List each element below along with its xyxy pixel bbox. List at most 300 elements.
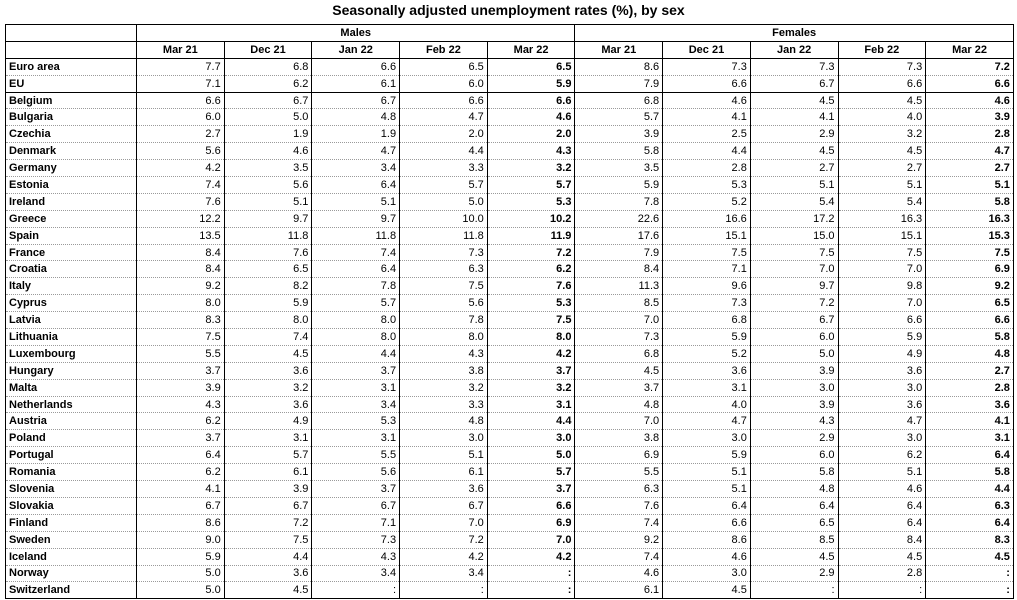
value-cell: 4.6: [487, 109, 575, 126]
value-cell: 6.5: [400, 58, 488, 75]
value-cell: 11.3: [575, 278, 663, 295]
value-cell: :: [838, 582, 926, 599]
value-cell: 5.3: [312, 413, 400, 430]
value-cell: 5.9: [663, 329, 751, 346]
value-cell: 8.4: [575, 261, 663, 278]
value-cell: 6.2: [224, 75, 312, 92]
value-cell: 3.6: [400, 481, 488, 498]
value-cell: 7.3: [575, 329, 663, 346]
value-cell: 2.9: [750, 126, 838, 143]
value-cell: 7.2: [487, 244, 575, 261]
table-row: [6, 497, 1014, 514]
value-cell: 5.5: [575, 464, 663, 481]
value-cell: 3.2: [487, 379, 575, 396]
value-cell: 9.7: [750, 278, 838, 295]
value-cell: 5.7: [575, 109, 663, 126]
value-cell: 5.0: [224, 109, 312, 126]
table-row: [6, 278, 1014, 295]
value-cell: 6.6: [838, 75, 926, 92]
value-cell: 7.5: [750, 244, 838, 261]
value-cell: 2.7: [838, 160, 926, 177]
value-cell: 4.7: [926, 143, 1014, 160]
country-cell: Austria: [6, 413, 137, 430]
value-cell: 5.8: [926, 193, 1014, 210]
value-cell: 6.8: [663, 312, 751, 329]
value-cell: 6.6: [663, 75, 751, 92]
value-cell: 3.2: [838, 126, 926, 143]
value-cell: 5.1: [838, 177, 926, 194]
value-cell: 4.6: [575, 565, 663, 582]
table-row: [6, 244, 1014, 261]
value-cell: 4.0: [838, 109, 926, 126]
value-cell: 3.0: [750, 379, 838, 396]
value-cell: 3.8: [400, 362, 488, 379]
table-row: [6, 210, 1014, 227]
value-cell: 6.4: [926, 514, 1014, 531]
value-cell: 4.2: [137, 160, 225, 177]
value-cell: 3.7: [575, 379, 663, 396]
value-cell: 3.7: [487, 481, 575, 498]
value-cell: 3.2: [400, 379, 488, 396]
table-row: [6, 548, 1014, 565]
value-cell: 4.1: [750, 109, 838, 126]
value-cell: 6.4: [926, 447, 1014, 464]
value-cell: 9.0: [137, 531, 225, 548]
value-cell: 6.0: [400, 75, 488, 92]
table-row: [6, 75, 1014, 92]
column-header-males-3: Feb 22: [400, 41, 488, 58]
value-cell: 8.0: [400, 329, 488, 346]
value-cell: 6.6: [926, 75, 1014, 92]
country-cell: Lithuania: [6, 329, 137, 346]
value-cell: 3.5: [575, 160, 663, 177]
value-cell: 4.6: [838, 481, 926, 498]
table-row: [6, 396, 1014, 413]
value-cell: 4.8: [312, 109, 400, 126]
value-cell: 15.3: [926, 227, 1014, 244]
value-cell: 6.2: [137, 464, 225, 481]
value-cell: 3.7: [312, 481, 400, 498]
table-row: [6, 312, 1014, 329]
value-cell: 7.6: [137, 193, 225, 210]
value-cell: 3.6: [224, 362, 312, 379]
value-cell: 7.3: [663, 295, 751, 312]
value-cell: 17.6: [575, 227, 663, 244]
country-cell: France: [6, 244, 137, 261]
table-row: [6, 329, 1014, 346]
value-cell: 6.0: [750, 329, 838, 346]
value-cell: 4.5: [750, 548, 838, 565]
value-cell: 6.7: [224, 92, 312, 109]
value-cell: 5.8: [926, 329, 1014, 346]
value-cell: :: [487, 565, 575, 582]
value-cell: 7.5: [400, 278, 488, 295]
value-cell: 4.9: [224, 413, 312, 430]
value-cell: 6.4: [750, 497, 838, 514]
table-row: [6, 379, 1014, 396]
table-row: [6, 345, 1014, 362]
value-cell: 9.7: [312, 210, 400, 227]
value-cell: 3.7: [137, 362, 225, 379]
value-cell: 8.3: [137, 312, 225, 329]
value-cell: 8.2: [224, 278, 312, 295]
value-cell: 11.8: [400, 227, 488, 244]
value-cell: 7.8: [575, 193, 663, 210]
value-cell: 8.0: [137, 295, 225, 312]
value-cell: 6.1: [224, 464, 312, 481]
country-cell: Cyprus: [6, 295, 137, 312]
value-cell: 5.7: [487, 464, 575, 481]
value-cell: 5.9: [487, 75, 575, 92]
value-cell: 6.3: [575, 481, 663, 498]
value-cell: 4.5: [750, 92, 838, 109]
value-cell: 7.3: [750, 58, 838, 75]
country-cell: Czechia: [6, 126, 137, 143]
value-cell: 5.6: [312, 464, 400, 481]
value-cell: 6.4: [137, 447, 225, 464]
value-cell: 8.0: [312, 329, 400, 346]
country-cell: Romania: [6, 464, 137, 481]
value-cell: 4.4: [663, 143, 751, 160]
value-cell: 7.0: [575, 312, 663, 329]
country-cell: Greece: [6, 210, 137, 227]
value-cell: 4.5: [224, 345, 312, 362]
column-header-females-1: Dec 21: [663, 41, 751, 58]
value-cell: 3.8: [575, 430, 663, 447]
value-cell: 8.5: [575, 295, 663, 312]
value-cell: 2.7: [926, 362, 1014, 379]
column-header-males-4: Mar 22: [487, 41, 575, 58]
value-cell: 2.9: [750, 565, 838, 582]
country-cell: Luxembourg: [6, 345, 137, 362]
header-corner: [6, 25, 137, 42]
value-cell: 3.9: [926, 109, 1014, 126]
value-cell: 4.5: [575, 362, 663, 379]
value-cell: 5.0: [137, 582, 225, 599]
value-cell: 7.4: [575, 514, 663, 531]
value-cell: 8.0: [224, 312, 312, 329]
value-cell: 3.5: [224, 160, 312, 177]
value-cell: 5.1: [926, 177, 1014, 194]
table-row: [6, 481, 1014, 498]
value-cell: 5.4: [750, 193, 838, 210]
value-cell: 5.6: [224, 177, 312, 194]
value-cell: 7.4: [575, 548, 663, 565]
value-cell: 5.8: [750, 464, 838, 481]
value-cell: 4.7: [312, 143, 400, 160]
table-row: [6, 430, 1014, 447]
unemployment-table: [5, 24, 1014, 599]
value-cell: 5.8: [575, 143, 663, 160]
value-cell: 7.5: [137, 329, 225, 346]
table-row: [6, 295, 1014, 312]
table-row: [6, 227, 1014, 244]
table-row: [6, 413, 1014, 430]
value-cell: 6.1: [575, 582, 663, 599]
value-cell: 12.2: [137, 210, 225, 227]
value-cell: 7.0: [838, 261, 926, 278]
value-cell: 2.8: [838, 565, 926, 582]
value-cell: 3.9: [224, 481, 312, 498]
value-cell: 6.6: [926, 312, 1014, 329]
value-cell: 5.6: [137, 143, 225, 160]
value-cell: 7.3: [838, 58, 926, 75]
value-cell: 6.8: [224, 58, 312, 75]
column-header-females-2: Jan 22: [750, 41, 838, 58]
value-cell: 7.2: [224, 514, 312, 531]
value-cell: 3.0: [663, 430, 751, 447]
value-cell: 3.0: [663, 565, 751, 582]
value-cell: 6.6: [400, 92, 488, 109]
value-cell: 5.2: [663, 193, 751, 210]
value-cell: :: [400, 582, 488, 599]
value-cell: 4.3: [400, 345, 488, 362]
value-cell: 6.8: [575, 92, 663, 109]
value-cell: 6.3: [400, 261, 488, 278]
table-row: [6, 160, 1014, 177]
value-cell: 8.5: [750, 531, 838, 548]
value-cell: 3.4: [312, 160, 400, 177]
value-cell: 6.2: [137, 413, 225, 430]
country-cell: Italy: [6, 278, 137, 295]
value-cell: 3.3: [400, 396, 488, 413]
country-cell: Belgium: [6, 92, 137, 109]
value-cell: 7.5: [663, 244, 751, 261]
value-cell: 6.5: [224, 261, 312, 278]
value-cell: 4.8: [575, 396, 663, 413]
value-cell: 4.3: [487, 143, 575, 160]
value-cell: 6.9: [575, 447, 663, 464]
country-cell: Finland: [6, 514, 137, 531]
value-cell: 6.7: [137, 497, 225, 514]
value-cell: 6.4: [838, 514, 926, 531]
value-cell: 5.2: [663, 345, 751, 362]
value-cell: 5.3: [487, 193, 575, 210]
value-cell: 5.7: [224, 447, 312, 464]
value-cell: 5.1: [838, 464, 926, 481]
value-cell: 1.9: [312, 126, 400, 143]
value-cell: 3.0: [838, 430, 926, 447]
value-cell: 7.4: [312, 244, 400, 261]
value-cell: 5.9: [224, 295, 312, 312]
value-cell: 5.1: [750, 177, 838, 194]
value-cell: 7.5: [838, 244, 926, 261]
value-cell: 16.3: [926, 210, 1014, 227]
value-cell: 2.9: [750, 430, 838, 447]
value-cell: 9.2: [137, 278, 225, 295]
value-cell: 2.7: [926, 160, 1014, 177]
value-cell: 4.5: [663, 582, 751, 599]
value-cell: 7.2: [750, 295, 838, 312]
group-header-females: Females: [575, 25, 1013, 42]
country-cell: Latvia: [6, 312, 137, 329]
value-cell: 4.2: [400, 548, 488, 565]
column-header-females-0: Mar 21: [575, 41, 663, 58]
value-cell: 9.2: [926, 278, 1014, 295]
value-cell: 6.7: [312, 497, 400, 514]
value-cell: 2.7: [750, 160, 838, 177]
table-title: Seasonally adjusted unemployment rates (%), by sex: [332, 2, 685, 18]
value-cell: 7.2: [400, 531, 488, 548]
country-cell: Hungary: [6, 362, 137, 379]
country-cell: Norway: [6, 565, 137, 582]
value-cell: 4.5: [838, 92, 926, 109]
value-cell: 4.2: [487, 345, 575, 362]
value-cell: 2.8: [663, 160, 751, 177]
value-cell: 3.9: [575, 126, 663, 143]
value-cell: :: [487, 582, 575, 599]
value-cell: 3.6: [224, 396, 312, 413]
value-cell: :: [312, 582, 400, 599]
value-cell: 6.4: [312, 261, 400, 278]
value-cell: 6.2: [487, 261, 575, 278]
value-cell: 6.9: [926, 261, 1014, 278]
value-cell: 4.6: [663, 92, 751, 109]
value-cell: 4.8: [400, 413, 488, 430]
value-cell: 7.0: [838, 295, 926, 312]
value-cell: 7.4: [137, 177, 225, 194]
value-cell: 7.0: [487, 531, 575, 548]
value-cell: 6.7: [750, 312, 838, 329]
column-header-males-1: Dec 21: [224, 41, 312, 58]
value-cell: 4.3: [137, 396, 225, 413]
value-cell: 5.9: [663, 447, 751, 464]
value-cell: 4.5: [750, 143, 838, 160]
value-cell: 17.2: [750, 210, 838, 227]
value-cell: 4.7: [838, 413, 926, 430]
table-row: [6, 582, 1014, 599]
value-cell: 5.0: [750, 345, 838, 362]
value-cell: 11.9: [487, 227, 575, 244]
value-cell: 4.8: [926, 345, 1014, 362]
value-cell: 7.6: [487, 278, 575, 295]
value-cell: 15.1: [838, 227, 926, 244]
value-cell: 7.6: [224, 244, 312, 261]
value-cell: 6.4: [663, 497, 751, 514]
value-cell: 5.4: [838, 193, 926, 210]
value-cell: 4.5: [838, 143, 926, 160]
value-cell: 3.6: [926, 396, 1014, 413]
value-cell: 22.6: [575, 210, 663, 227]
country-cell: Poland: [6, 430, 137, 447]
value-cell: 3.6: [663, 362, 751, 379]
value-cell: 4.2: [487, 548, 575, 565]
value-cell: 3.7: [137, 430, 225, 447]
column-header-females-4: Mar 22: [926, 41, 1014, 58]
value-cell: 8.0: [312, 312, 400, 329]
value-cell: 4.7: [400, 109, 488, 126]
value-cell: 5.7: [312, 295, 400, 312]
value-cell: 3.6: [224, 565, 312, 582]
value-cell: 15.1: [663, 227, 751, 244]
value-cell: 9.6: [663, 278, 751, 295]
value-cell: 5.6: [400, 295, 488, 312]
value-cell: 3.4: [312, 396, 400, 413]
value-cell: 4.3: [312, 548, 400, 565]
table-row: [6, 362, 1014, 379]
value-cell: 8.6: [575, 58, 663, 75]
country-cell: Iceland: [6, 548, 137, 565]
value-cell: 5.1: [400, 447, 488, 464]
value-cell: 6.5: [750, 514, 838, 531]
value-cell: 6.5: [487, 58, 575, 75]
value-cell: 3.4: [312, 565, 400, 582]
table-row: [6, 193, 1014, 210]
value-cell: 3.6: [838, 396, 926, 413]
value-cell: 3.0: [487, 430, 575, 447]
table-row: [6, 58, 1014, 75]
value-cell: 16.6: [663, 210, 751, 227]
value-cell: 2.8: [926, 126, 1014, 143]
value-cell: 7.3: [663, 58, 751, 75]
value-cell: 6.9: [487, 514, 575, 531]
value-cell: 3.3: [400, 160, 488, 177]
value-cell: 5.1: [312, 193, 400, 210]
value-cell: 4.4: [312, 345, 400, 362]
value-cell: 4.6: [224, 143, 312, 160]
value-cell: 5.0: [137, 565, 225, 582]
value-cell: 4.1: [926, 413, 1014, 430]
value-cell: 5.0: [400, 193, 488, 210]
value-cell: 5.1: [663, 464, 751, 481]
table-row: [6, 565, 1014, 582]
value-cell: 16.3: [838, 210, 926, 227]
country-cell: Slovenia: [6, 481, 137, 498]
value-cell: 6.7: [750, 75, 838, 92]
value-cell: 4.8: [750, 481, 838, 498]
value-cell: 8.6: [137, 514, 225, 531]
country-cell: Portugal: [6, 447, 137, 464]
value-cell: 3.0: [838, 379, 926, 396]
value-cell: 13.5: [137, 227, 225, 244]
value-cell: 6.5: [926, 295, 1014, 312]
value-cell: 7.5: [926, 244, 1014, 261]
value-cell: :: [750, 582, 838, 599]
value-cell: 3.9: [137, 379, 225, 396]
country-cell: Euro area: [6, 58, 137, 75]
table-row: [6, 464, 1014, 481]
value-cell: 5.3: [487, 295, 575, 312]
value-cell: 3.1: [312, 379, 400, 396]
table-row: [6, 447, 1014, 464]
table-row: [6, 261, 1014, 278]
value-cell: 6.6: [137, 92, 225, 109]
value-cell: 5.1: [224, 193, 312, 210]
value-cell: 3.4: [400, 565, 488, 582]
value-cell: 9.7: [224, 210, 312, 227]
value-cell: 5.5: [312, 447, 400, 464]
value-cell: 4.1: [137, 481, 225, 498]
value-cell: 4.7: [663, 413, 751, 430]
value-cell: 6.7: [400, 497, 488, 514]
value-cell: 4.5: [224, 582, 312, 599]
value-cell: 4.6: [926, 92, 1014, 109]
value-cell: 4.5: [838, 548, 926, 565]
value-cell: 7.6: [575, 497, 663, 514]
value-cell: 3.1: [663, 379, 751, 396]
value-cell: 3.2: [224, 379, 312, 396]
value-cell: 4.5: [926, 548, 1014, 565]
value-cell: 10.0: [400, 210, 488, 227]
value-cell: 7.8: [400, 312, 488, 329]
value-cell: 6.0: [750, 447, 838, 464]
value-cell: 6.8: [575, 345, 663, 362]
value-cell: 6.2: [838, 447, 926, 464]
value-cell: 6.6: [838, 312, 926, 329]
value-cell: 8.4: [137, 261, 225, 278]
value-cell: 15.0: [750, 227, 838, 244]
value-cell: 7.5: [224, 531, 312, 548]
